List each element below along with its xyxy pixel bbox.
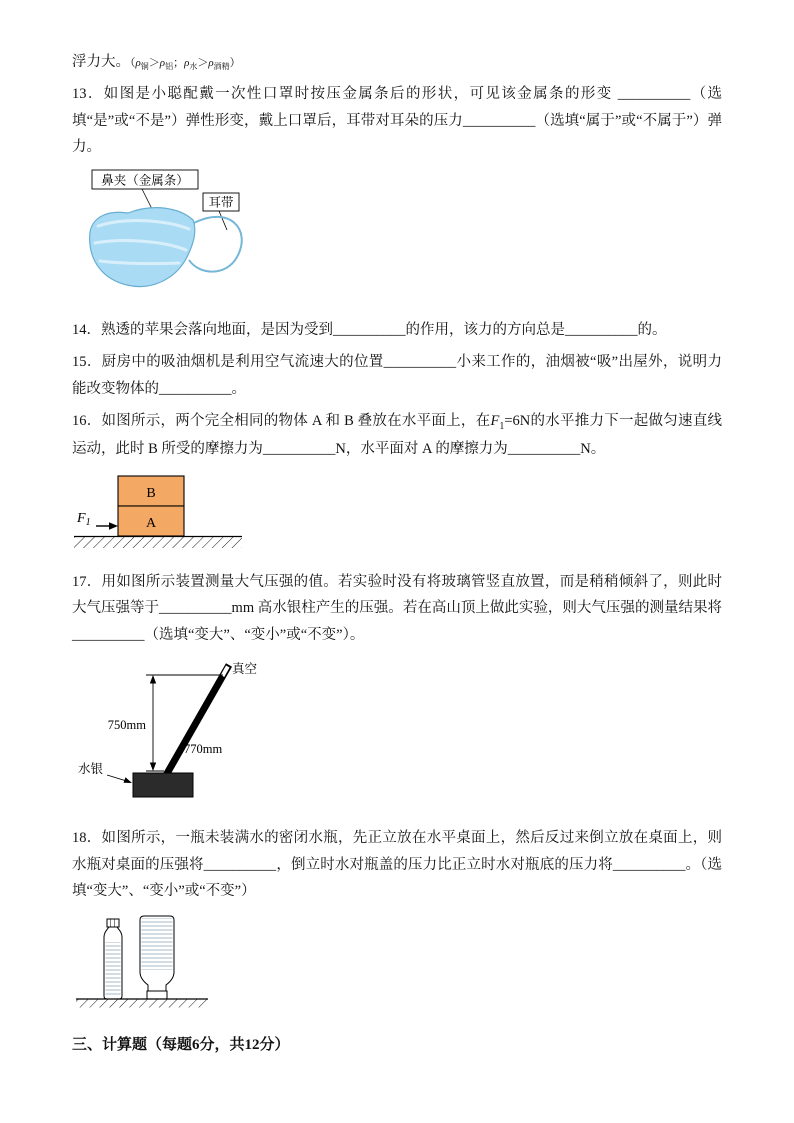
question-18: 18．如图所示，一瓶未装满水的密闭水瓶，先正立放在水平桌面上，然后反过来倒立放在桌面上，则水瓶对桌面的压强将__________，倒立时水对瓶盖的压力比正立时水对瓶底的压力将__________。（选填“变大”、“变小”或“不变”） — [72, 829, 722, 900]
upright-bottle-cap — [107, 919, 119, 927]
barometer-figure — [76, 656, 722, 818]
force-variable: F — [490, 412, 500, 429]
length-770-label: 770mm — [184, 741, 223, 756]
density-formula: （$\rho_铜>\rho_铝$；$\rho_水>\rho_{酒精}$） — [130, 57, 241, 72]
blocks-svg — [72, 470, 244, 552]
mercury-label: 水银 — [78, 761, 104, 776]
block-b-label: B — [146, 485, 156, 501]
table-hatching — [76, 1000, 208, 1008]
bottles-figure — [76, 912, 722, 1018]
force-arrowhead — [109, 522, 118, 530]
height-750-label: 750mm — [107, 717, 146, 732]
note-lead: 浮力大。 — [72, 54, 130, 70]
force-label: $F_1$ — [77, 510, 91, 528]
mercury-leader-arrowhead — [124, 777, 133, 783]
barometer-svg — [76, 656, 258, 808]
question-15: 15．厨房中的吸油烟机是利用空气流速大的位置__________小来工作的，油烟被“吸”出屋外，说明力能改变物体的__________。 — [72, 353, 722, 397]
section-3-title: 三、计算题（每题6分，共12分） — [72, 1037, 290, 1054]
inverted-bottle-water — [142, 918, 173, 970]
ground-hatching — [74, 537, 242, 548]
question-13: 13．如图是小聪配戴一次性口罩时按压金属条后的形状，可见该金属条的形变 __________（选填“是”或“不是”）弹性形变，戴上口罩后，耳带对耳朵的压力__________（选填“属于”或“不属于”）弹力。 — [72, 85, 722, 156]
bottles-svg — [76, 912, 208, 1008]
upright-bottle-water — [106, 942, 121, 998]
dimension-arrowhead-bottom — [150, 762, 156, 771]
buoyancy-note — [72, 49, 722, 76]
glass-tube — [161, 665, 229, 784]
mercury-reservoir — [133, 773, 193, 797]
dimension-arrowhead-top — [150, 675, 156, 684]
blocks-figure — [72, 470, 722, 562]
question-14: 14．熟透的苹果会落向地面，是因为受到__________的作用，该力的方向总是__________的。 — [72, 322, 667, 339]
ear-loop — [189, 217, 242, 272]
vacuum-label: 真空 — [232, 661, 258, 676]
block-a-label: A — [145, 515, 157, 531]
question-16: 16．如图所示，两个完全相同的物体 A 和 B 叠放在水平面上，在$F_1=6N$的水平推力下一起做匀速直线运动，此时 B 所受的摩擦力为__________N，水平面对 A 的摩擦力为__________N。 — [72, 412, 723, 457]
mask-svg — [76, 168, 268, 300]
mask-figure — [76, 168, 722, 310]
inverted-bottle-cap — [147, 991, 167, 999]
ear-strap-label: 耳带 — [208, 195, 234, 210]
question-17: 17．用如图所示装置测量大气压强的值。若实验时没有将玻璃管竖直放置，而是稍稍倾斜了，则此时大气压强等于__________mm 高水银柱产生的压强。若在高山顶上做此实验，则大气压强的测量结果将__________（选填“变大”、“变小”或“不变”）。 — [72, 573, 722, 644]
nose-clip-label: 鼻夹（金属条） — [101, 173, 189, 188]
ear-strap-leader-line — [219, 211, 227, 230]
